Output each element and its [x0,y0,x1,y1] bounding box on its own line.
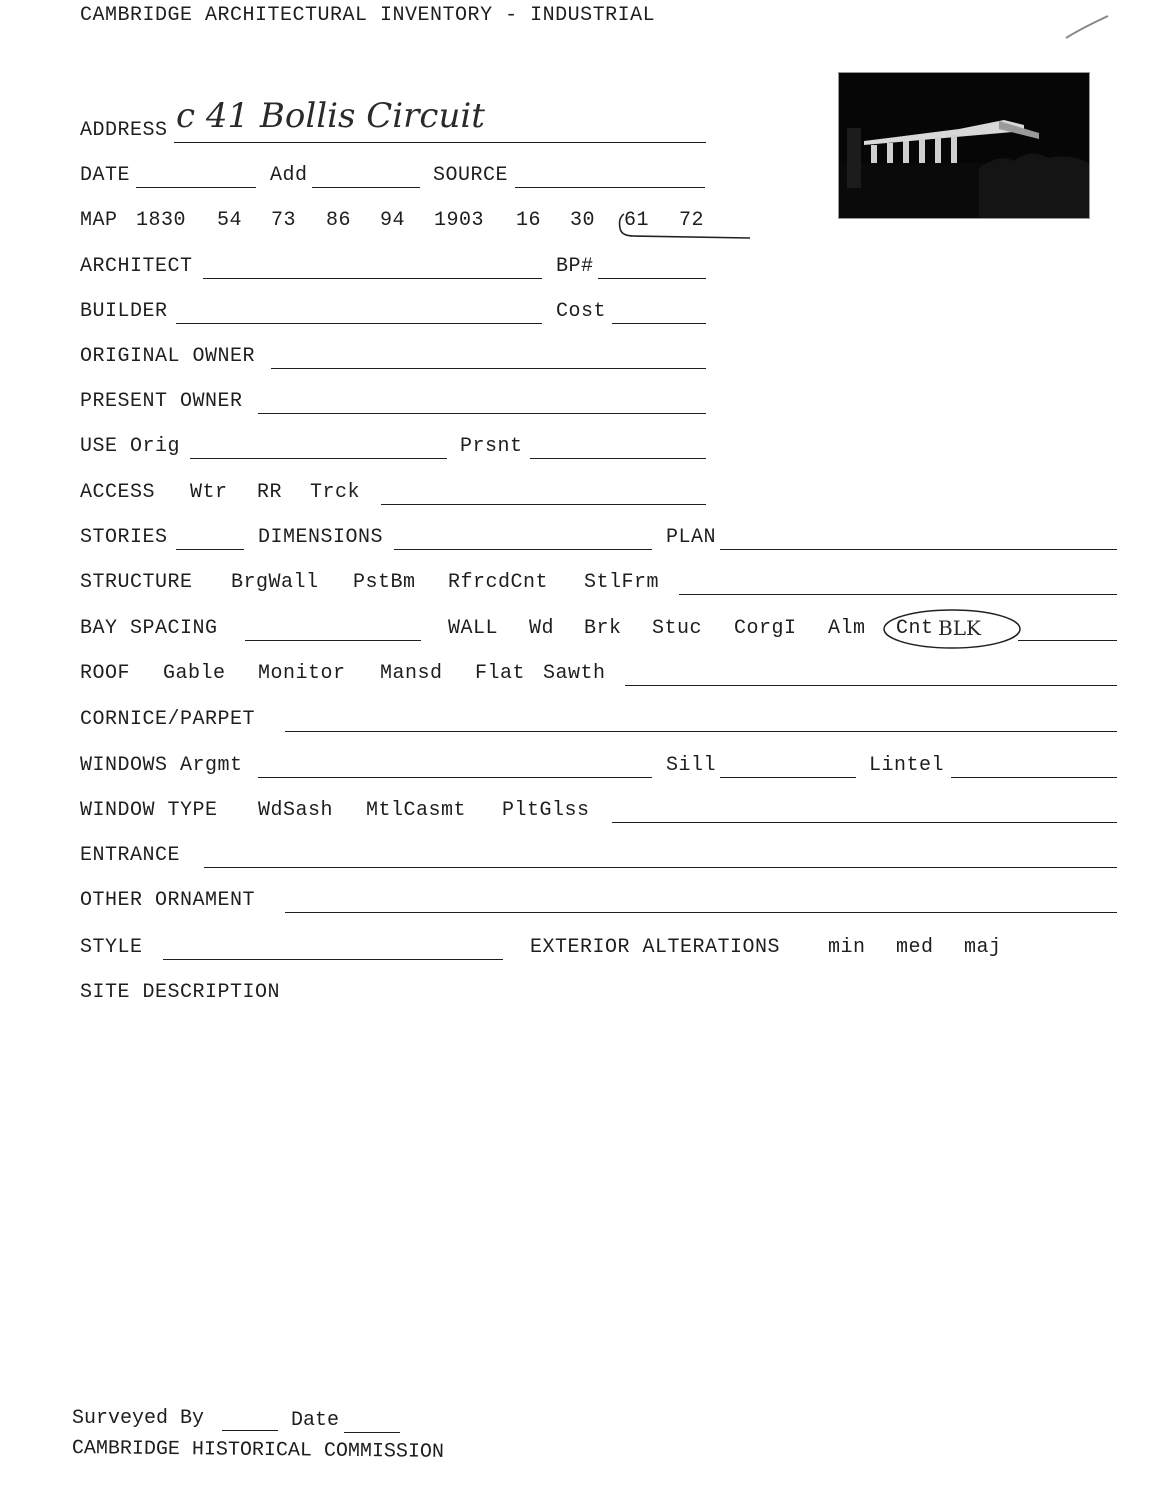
use-label: USE Orig [80,435,181,458]
builder-line[interactable] [176,323,542,324]
prsnt-label: Prsnt [460,435,523,458]
architect-line[interactable] [203,278,542,279]
structure-option: RfrcdCnt [448,571,549,594]
lintel-label: Lintel [869,754,945,777]
lintel-line[interactable] [951,777,1117,778]
wall-option: Alm [828,617,866,640]
map-year: 86 [326,209,352,232]
windows-line[interactable] [258,777,652,778]
cost-label: Cost [556,300,607,323]
use-prsnt-line[interactable] [530,458,706,459]
bay-spacing-label: BAY SPACING [80,617,218,640]
entrance-label: ENTRANCE [80,844,181,867]
access-option: Trck [310,481,361,504]
use-orig-line[interactable] [190,458,447,459]
wall-line[interactable] [1018,640,1117,641]
bp-line[interactable] [598,278,706,279]
bay-spacing-line[interactable] [245,640,421,641]
present-owner-line[interactable] [258,413,706,414]
wall-option: Brk [584,617,622,640]
pen-mark-icon [1062,12,1112,42]
address-line[interactable] [174,142,706,143]
cost-line[interactable] [612,323,706,324]
window-type-line[interactable] [612,822,1117,823]
map-year-circled: 61 [624,209,650,232]
window-type-option: WdSash [258,799,334,822]
circle-mark-icon [880,604,1026,654]
entrance-line[interactable] [204,867,1117,868]
map-year: 30 [570,209,596,232]
original-owner-label: ORIGINAL OWNER [80,345,256,368]
map-year: 72 [679,209,705,232]
roof-option: Monitor [258,662,346,685]
structure-option: StlFrm [584,571,660,594]
add-label: Add [270,164,308,187]
wall-option: Wd [529,617,555,640]
access-label: ACCESS [80,481,156,504]
wall-option: CorgI [734,617,797,640]
structure-option: PstBm [353,571,416,594]
roof-option: Sawth [543,662,606,685]
dimensions-line[interactable] [394,549,652,550]
access-option: RR [257,481,283,504]
alteration-option: min [828,936,866,959]
map-year: 73 [271,209,297,232]
access-option: Wtr [190,481,228,504]
structure-option: BrgWall [231,571,319,594]
wall-handwritten-value: BLK [938,616,981,640]
cornice-line[interactable] [285,731,1117,732]
alteration-option: med [896,936,934,959]
map-year: 54 [217,209,243,232]
footer-date-line[interactable] [344,1432,400,1433]
footer-date-label: Date [291,1409,340,1432]
plan-label: PLAN [666,526,717,549]
map-label: MAP [80,209,118,232]
alteration-option: maj [964,936,1002,959]
map-year: 1830 [136,209,187,232]
roof-line[interactable] [625,685,1117,686]
map-year: 1903 [434,209,485,232]
wall-option-selected: Cnt [896,617,934,640]
present-owner-label: PRESENT OWNER [80,390,243,413]
original-owner-line[interactable] [271,368,706,369]
plan-line[interactable] [720,549,1117,550]
source-label: SOURCE [433,164,509,187]
add-line[interactable] [312,187,420,188]
structure-line[interactable] [679,594,1117,595]
date-label: DATE [80,164,131,187]
style-label: STYLE [80,936,143,959]
building-photo [838,72,1090,219]
dimensions-label: DIMENSIONS [258,526,384,549]
other-ornament-line[interactable] [285,912,1117,913]
builder-label: BUILDER [80,300,168,323]
address-value: c 41 Bollis Circuit [176,96,485,136]
access-line[interactable] [381,504,706,505]
other-ornament-label: OTHER ORNAMENT [80,889,256,912]
sill-label: Sill [666,754,717,777]
site-description-label: SITE DESCRIPTION [80,981,281,1004]
date-line[interactable] [136,187,256,188]
surveyed-by-line[interactable] [222,1430,278,1431]
map-year: 16 [516,209,542,232]
form-title: CAMBRIDGE ARCHITECTURAL INVENTORY - INDUSTRIAL [80,4,656,27]
roof-option: Gable [163,662,226,685]
window-type-option: PltGlss [502,799,590,822]
wall-option: Stuc [652,617,703,640]
roof-option: Flat [475,662,526,685]
exterior-alterations-label: EXTERIOR ALTERATIONS [530,936,781,959]
stories-line[interactable] [176,549,244,550]
wall-label: WALL [448,617,499,640]
map-year: 94 [380,209,406,232]
structure-label: STRUCTURE [80,571,193,594]
bp-label: BP# [556,255,594,278]
style-line[interactable] [163,959,503,960]
commission-name: CAMBRIDGE HISTORICAL COMMISSION [71,1437,445,1464]
sill-line[interactable] [720,777,856,778]
architect-label: ARCHITECT [80,255,193,278]
roof-option: Mansd [380,662,443,685]
window-type-label: WINDOW TYPE [80,799,218,822]
surveyed-by-label: Surveyed By [72,1407,205,1430]
cornice-label: CORNICE/PARPET [80,708,256,731]
windows-label: WINDOWS Argmt [80,754,243,777]
address-label: ADDRESS [80,119,168,142]
building-image [839,73,1089,218]
map-year-bracket-mark [614,209,754,244]
window-type-option: MtlCasmt [366,799,467,822]
roof-label: ROOF [80,662,131,685]
source-line[interactable] [515,187,705,188]
stories-label: STORIES [80,526,168,549]
